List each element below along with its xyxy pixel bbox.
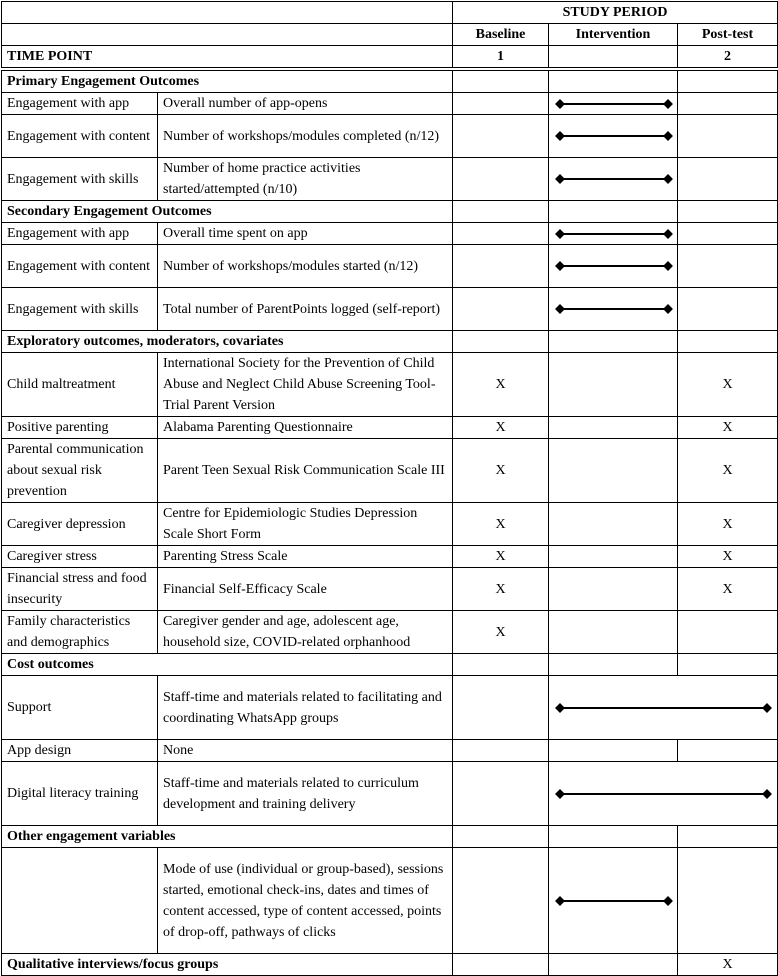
row-label: Engagement with app [2,93,158,115]
table-row [2,158,778,201]
intervention-timeline [560,135,668,137]
row-label: Engagement with content [2,115,158,158]
intervention-cell [549,439,678,503]
row-measure: Staff-time and materials related to curriculum development and training delivery [158,762,453,826]
intervention-cell [549,611,678,654]
header-row-time-point [2,46,778,70]
baseline-mark: X [453,568,549,611]
post-test-time-point: 2 [678,46,778,70]
cell-empty [549,69,678,93]
header-row-periods [2,24,778,46]
row-measure: Mode of use (individual or group-based), sessions started, emotional check-ins, dates and times of content accessed, type of content accessed, points of drop-off, pathways of clicks [158,848,453,954]
table-row [2,568,778,611]
baseline-cell [453,954,549,976]
study-period-header: STUDY PERIOD [453,2,778,24]
baseline-mark: X [453,611,549,654]
section-title-exploratory: Exploratory outcomes, moderators, covariates [2,331,453,353]
cell-empty [453,826,549,848]
baseline-cell [453,245,549,288]
post-test-mark: X [678,546,778,568]
baseline-mark: X [453,503,549,546]
row-measure: Overall number of app-opens [158,93,453,115]
cell-empty [453,69,549,93]
intervention-cell [549,417,678,439]
row-measure: Financial Self-Efficacy Scale [158,568,453,611]
row-measure: Overall time spent on app [158,223,453,245]
intervention-timeline [560,233,668,235]
post-test-mark: X [678,417,778,439]
row-label [2,848,158,954]
intervention-cell [549,848,678,954]
intervention-cell [549,546,678,568]
post-test-cell [678,223,778,245]
table-row [2,223,778,245]
baseline-time-point: 1 [453,46,549,70]
table-row [2,288,778,331]
row-label: Family characteristics and demographics [2,611,158,654]
cell-empty [549,201,678,223]
row-measure: Total number of ParentPoints logged (self-report) [158,288,453,331]
row-label: Digital literacy training [2,762,158,826]
spirit-schedule-table [1,1,778,976]
post-test-cell [678,93,778,115]
section-title-primary: Primary Engagement Outcomes [2,69,453,93]
table-row [2,546,778,568]
intervention-header: Intervention [549,24,678,46]
section-title-cost: Cost outcomes [2,654,453,676]
header-empty [2,2,453,24]
post-test-mark: X [678,954,778,976]
baseline-header: Baseline [453,24,549,46]
time-point-label: TIME POINT [2,46,453,70]
table-row [2,115,778,158]
baseline-cell [453,676,549,740]
post-test-mark: X [678,439,778,503]
table-row [2,848,778,954]
intervention-cell [549,245,678,288]
row-measure: Alabama Parenting Questionnaire [158,417,453,439]
table-row [2,676,778,740]
section-row [2,201,778,223]
header-row-study-period [2,2,778,24]
section-title-qualitative: Qualitative interviews/focus groups [2,954,453,976]
section-row [2,826,778,848]
post-test-cell [678,740,778,762]
intervention-cell [549,954,678,976]
baseline-cell [453,223,549,245]
post-test-cell [678,611,778,654]
intervention-cell [549,93,678,115]
post-test-mark: X [678,503,778,546]
cell-empty [678,201,778,223]
row-label: Engagement with content [2,245,158,288]
cell-empty [678,826,778,848]
row-measure: Parenting Stress Scale [158,546,453,568]
baseline-cell [453,93,549,115]
row-label: Caregiver stress [2,546,158,568]
table-row [2,439,778,503]
section-title-other: Other engagement variables [2,826,453,848]
row-label: Child maltreatment [2,353,158,417]
baseline-cell [453,762,549,826]
intervention-posttest-timeline [560,793,767,795]
cell-empty [678,69,778,93]
cell-empty [678,331,778,353]
baseline-cell [453,740,549,762]
intervention-timeline [560,178,668,180]
intervention-timeline [560,900,668,902]
intervention-post-cell [549,762,778,826]
row-measure: Number of workshops/modules completed (n/12) [158,115,453,158]
intervention-cell [549,353,678,417]
table-row [2,245,778,288]
intervention-cell [549,158,678,201]
cell-empty [453,654,549,676]
row-measure: Number of workshops/modules started (n/12) [158,245,453,288]
intervention-timeline [560,103,668,105]
row-label: App design [2,740,158,762]
table-row [2,503,778,546]
cell-empty [453,201,549,223]
section-row [2,69,778,93]
baseline-cell [453,288,549,331]
section-row [2,331,778,353]
row-measure: International Society for the Prevention of Child Abuse and Neglect Child Abuse Screening Tool-Trial Parent Version [158,353,453,417]
baseline-mark: X [453,546,549,568]
row-label: Parental communication about sexual risk prevention [2,439,158,503]
intervention-timeline [560,308,668,310]
table-row [2,93,778,115]
baseline-cell [453,158,549,201]
baseline-cell [453,115,549,158]
table-row [2,740,778,762]
intervention-posttest-timeline [560,707,767,709]
table-row [2,611,778,654]
cell-empty [453,331,549,353]
intervention-time-point [549,46,678,70]
row-measure: Centre for Epidemiologic Studies Depression Scale Short Form [158,503,453,546]
row-measure: Staff-time and materials related to facilitating and coordinating WhatsApp groups [158,676,453,740]
table-row [2,353,778,417]
post-test-header: Post-test [678,24,778,46]
post-test-cell [678,288,778,331]
row-label: Positive parenting [2,417,158,439]
post-test-cell [678,158,778,201]
cell-empty [549,826,678,848]
intervention-cell [549,223,678,245]
row-label: Engagement with skills [2,158,158,201]
cell-empty [549,331,678,353]
baseline-mark: X [453,417,549,439]
row-label: Engagement with app [2,223,158,245]
baseline-cell [453,848,549,954]
table-row [2,762,778,826]
row-measure: None [158,740,453,762]
row-measure: Caregiver gender and age, adolescent age, household size, COVID-related orphanhood [158,611,453,654]
section-row [2,954,778,976]
post-test-mark: X [678,353,778,417]
cell-empty [678,654,778,676]
row-measure: Parent Teen Sexual Risk Communication Scale III [158,439,453,503]
post-test-cell [678,115,778,158]
row-label: Caregiver depression [2,503,158,546]
section-row [2,654,778,676]
table-row [2,417,778,439]
post-test-cell [678,848,778,954]
intervention-post-cell [549,676,778,740]
row-label: Engagement with skills [2,288,158,331]
row-label: Financial stress and food insecurity [2,568,158,611]
row-label: Support [2,676,158,740]
cell-empty [549,654,678,676]
intervention-cell [549,288,678,331]
intervention-cell [549,503,678,546]
intervention-cell [549,115,678,158]
intervention-cell [549,740,678,762]
intervention-cell [549,568,678,611]
row-measure: Number of home practice activities started/attempted (n/10) [158,158,453,201]
post-test-cell [678,245,778,288]
section-title-secondary: Secondary Engagement Outcomes [2,201,453,223]
intervention-timeline [560,265,668,267]
post-test-mark: X [678,568,778,611]
baseline-mark: X [453,353,549,417]
baseline-mark: X [453,439,549,503]
header-empty [2,24,453,46]
